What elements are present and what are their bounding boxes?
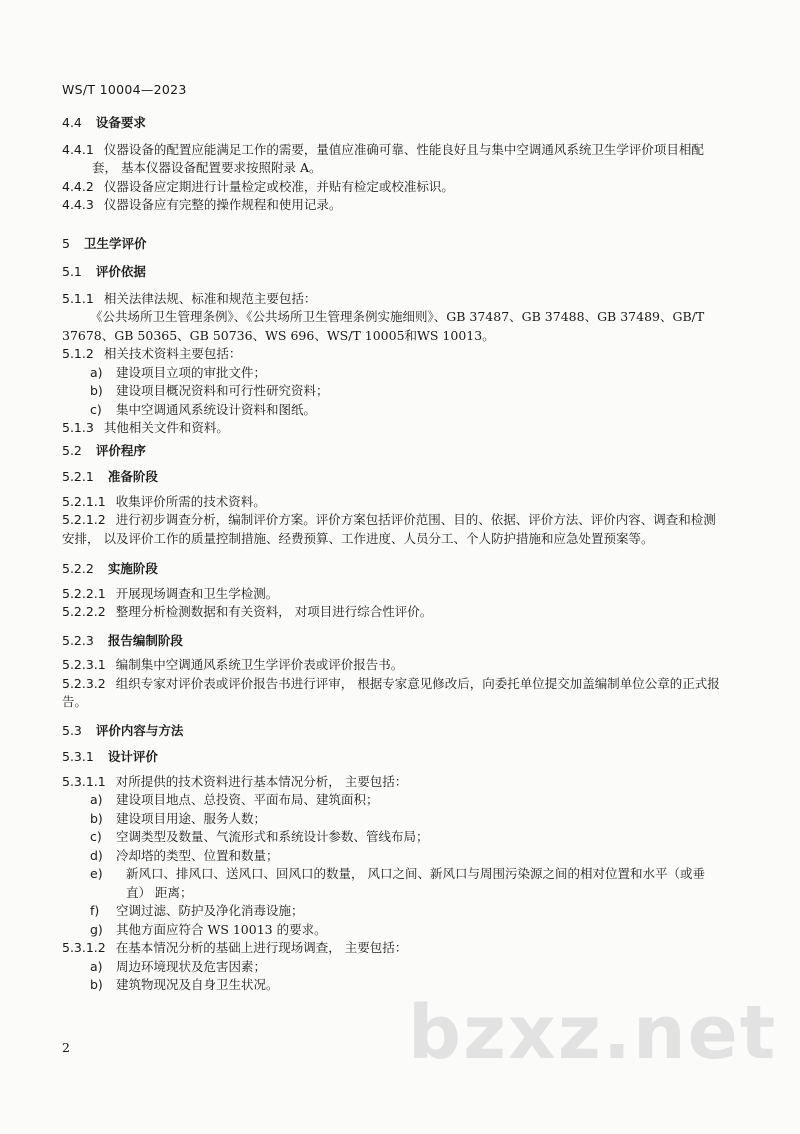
list-item: f) 空调过滤、防护及净化消毒设施； (90, 903, 304, 918)
clause: 4.4.3 仪器设备应有完整的操作规程和使用记录。 (62, 197, 342, 212)
clause-continuation: 《公共场所卫生管理条例》、《公共场所卫生管理条例实施细则》、GB 37487、GB 37488、GB 37489、GB/T 37678、GB 50365、GB 50736、WS 696、WS/T 10005和WS 10013。 (62, 309, 705, 343)
clause: 5.3.1.1 对所提供的技术资料进行基本情况分析， 主要包括： (62, 773, 408, 789)
list-item: g) 其他方面应符合 WS 10013 的要求。 (90, 921, 327, 937)
list-item: a) 周边环境现状及危害因素； (90, 958, 267, 974)
subsection-heading: 5.2.3 报告编制阶段 (62, 632, 183, 648)
list-item: a) 建设项目地点、总投资、平面布局、建筑面积； (90, 792, 379, 807)
clause: 5.2.1.1 收集评价所需的技术资料。 (62, 493, 266, 509)
clause: 5.1.1 相关法律法规、标准和规范主要包括： (62, 290, 317, 306)
section-heading: 4.4 设备要求 (62, 115, 146, 130)
list-item: b) 建筑物现况及自身卫生状况。 (90, 977, 279, 992)
standard-header: WS/T 10004—2023 (62, 82, 187, 97)
clause: 5.2.3.1 编制集中空调通风系统卫生学评价表或评价报告书。 (62, 657, 404, 672)
clause: 4.4.2 仪器设备应定期进行计量检定或校准，并贴有检定或校准标识。 (62, 178, 454, 194)
clause: 5.2.2.2 整理分析检测数据和有关资料， 对项目进行综合性评价。 (62, 604, 433, 619)
subsection-heading: 5.2.1 准备阶段 (62, 469, 158, 484)
watermark: bzxz.net (408, 990, 778, 1076)
subsection-heading: 5.3.1 设计评价 (62, 749, 158, 764)
list-item: a) 建设项目立项的审批文件； (90, 364, 267, 380)
subsection-heading: 5.2.2 实施阶段 (62, 561, 158, 576)
section-heading: 5.2 评价程序 (62, 442, 146, 458)
clause: 5.2.2.1 开展现场调查和卫生学检测。 (62, 585, 279, 601)
section-heading: 5.1 评价依据 (62, 264, 146, 279)
list-item: c) 集中空调通风系统设计资料和图纸。 (90, 401, 317, 417)
clause: 5.2.1.2 进行初步调查分析，编制评价方案。评价方案包括评价范围、目的、依据、评价方法、评价内容、调查和检测安排， 以及评价工作的质量控制措施、经费预算、工作进度、人员分工、个人防护措施和应急处置预案等。 (62, 512, 716, 546)
section-heading: 5.3 评价内容与方法 (62, 722, 184, 738)
list-item: b) 建设项目概况资料和可行性研究资料； (90, 383, 329, 398)
clause: 5.2.3.2 组织专家对评价表或评价报告书进行评审， 根据专家意见修改后，向委托单位提交加盖编制单位公章的正式报告。 (62, 675, 720, 709)
clause: 4.4.1 仪器设备的配置应能满足工作的需要，量值应准确可靠、性能良好且与集中空调通风系统卫生学评价项目相配套， 基本仪器设备配置要求按照附录 A。 (62, 141, 704, 175)
chapter-heading: 5 卫生学评价 (62, 235, 147, 251)
list-item: c) 空调类型及数量、气流形式和系统设计参数、管线布局； (90, 829, 429, 844)
document-body (62, 114, 722, 995)
clause: 5.3.1.2 在基本情况分析的基础上进行现场调查， 主要包括： (62, 940, 408, 955)
list-item: e) 新风口、排风口、送风口、回风口的数量， 风口之间、新风口与周围污染源之间的相对位置和水平（或垂直） 距离； (90, 866, 705, 900)
clause: 5.1.3 其他相关文件和资料。 (62, 420, 229, 435)
page-number: 2 (62, 1040, 70, 1055)
clause: 5.1.2 相关技术资料主要包括： (62, 346, 242, 361)
list-item: b) 建设项目用途、服务人数； (90, 810, 267, 826)
list-item: d) 冷却塔的类型、位置和数量； (90, 847, 279, 863)
